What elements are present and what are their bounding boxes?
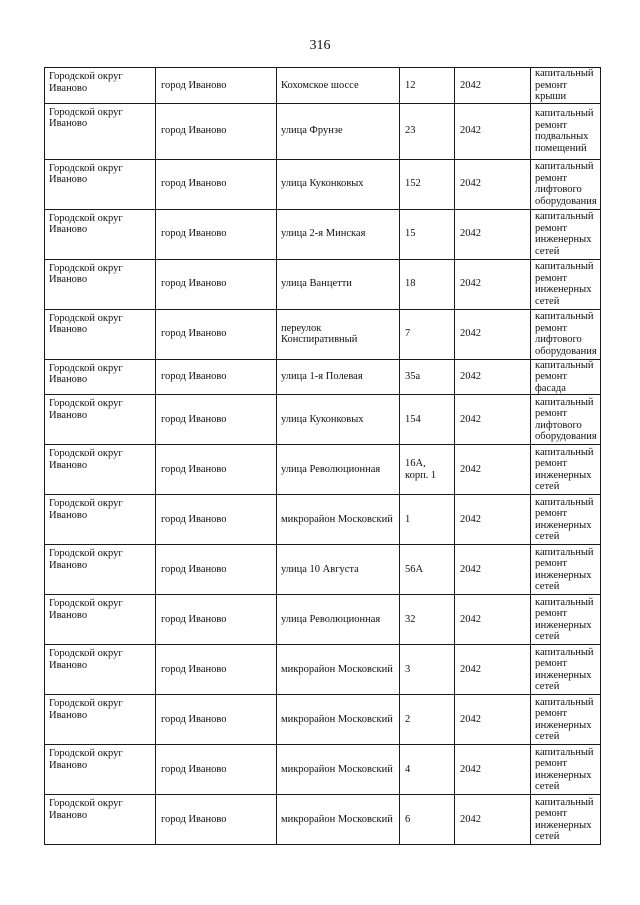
year-cell: 2042 <box>455 745 531 795</box>
house-number-cell: 23 <box>400 103 455 159</box>
settlement-cell: город Иваново <box>156 495 277 545</box>
work-type-cell: капитальный ремонт лифтового оборудования <box>531 159 601 209</box>
table-row <box>45 159 601 209</box>
settlement-cell: город Иваново <box>156 209 277 259</box>
table-row <box>45 103 601 159</box>
municipality-cell: Городской округ Иваново <box>45 159 156 209</box>
settlement-cell: город Иваново <box>156 745 277 795</box>
work-type-cell: капитальный ремонт инженерных сетей <box>531 695 601 745</box>
street-cell: улица 1-я Полевая <box>277 359 400 395</box>
street-cell: улица Ванцетти <box>277 259 400 309</box>
house-number-cell: 12 <box>400 68 455 104</box>
work-type-cell: капитальный ремонт инженерных сетей <box>531 745 601 795</box>
house-number-cell: 7 <box>400 309 455 359</box>
street-cell: улица Куконковых <box>277 395 400 445</box>
settlement-cell: город Иваново <box>156 545 277 595</box>
work-type-cell: капитальный ремонт инженерных сетей <box>531 209 601 259</box>
house-number-cell: 1 <box>400 495 455 545</box>
table-row <box>45 645 601 695</box>
page-number: 316 <box>309 38 331 53</box>
municipality-cell: Городской округ Иваново <box>45 103 156 159</box>
year-cell: 2042 <box>455 595 531 645</box>
municipality-cell: Городской округ Иваново <box>45 259 156 309</box>
table-row <box>45 495 601 545</box>
settlement-cell: город Иваново <box>156 795 277 845</box>
municipality-cell: Городской округ Иваново <box>45 495 156 545</box>
municipality-cell: Городской округ Иваново <box>45 795 156 845</box>
street-cell: улица Куконковых <box>277 159 400 209</box>
work-type-cell: капитальный ремонт инженерных сетей <box>531 645 601 695</box>
street-cell: микрорайон Московский <box>277 495 400 545</box>
year-cell: 2042 <box>455 259 531 309</box>
municipality-cell: Городской округ Иваново <box>45 695 156 745</box>
street-cell: улица 10 Августа <box>277 545 400 595</box>
settlement-cell: город Иваново <box>156 695 277 745</box>
table-row <box>45 309 601 359</box>
street-cell: микрорайон Московский <box>277 795 400 845</box>
house-number-cell: 154 <box>400 395 455 445</box>
work-type-cell: капитальный ремонт инженерных сетей <box>531 445 601 495</box>
work-type-cell: капитальный ремонт лифтового оборудования <box>531 395 601 445</box>
settlement-cell: город Иваново <box>156 259 277 309</box>
work-type-cell: капитальный ремонт инженерных сетей <box>531 259 601 309</box>
house-number-cell: 2 <box>400 695 455 745</box>
year-cell: 2042 <box>455 209 531 259</box>
year-cell: 2042 <box>455 359 531 395</box>
work-type-cell: капитальный ремонт лифтового оборудования <box>531 309 601 359</box>
house-number-cell: 4 <box>400 745 455 795</box>
municipality-cell: Городской округ Иваново <box>45 545 156 595</box>
year-cell: 2042 <box>455 445 531 495</box>
repair-schedule-table <box>44 67 601 845</box>
house-number-cell: 35а <box>400 359 455 395</box>
work-type-cell: капитальный ремонт фасада <box>531 359 601 395</box>
settlement-cell: город Иваново <box>156 309 277 359</box>
settlement-cell: город Иваново <box>156 68 277 104</box>
table-row <box>45 695 601 745</box>
year-cell: 2042 <box>455 159 531 209</box>
house-number-cell: 6 <box>400 795 455 845</box>
table-row <box>45 745 601 795</box>
street-cell: микрорайон Московский <box>277 695 400 745</box>
year-cell: 2042 <box>455 545 531 595</box>
settlement-cell: город Иваново <box>156 445 277 495</box>
work-type-cell: капитальный ремонт инженерных сетей <box>531 545 601 595</box>
settlement-cell: город Иваново <box>156 645 277 695</box>
street-cell: микрорайон Московский <box>277 745 400 795</box>
year-cell: 2042 <box>455 309 531 359</box>
work-type-cell: капитальный ремонт крыши <box>531 68 601 104</box>
house-number-cell: 56А <box>400 545 455 595</box>
street-cell: улица 2-я Минская <box>277 209 400 259</box>
house-number-cell: 15 <box>400 209 455 259</box>
settlement-cell: город Иваново <box>156 359 277 395</box>
municipality-cell: Городской округ Иваново <box>45 595 156 645</box>
settlement-cell: город Иваново <box>156 395 277 445</box>
table-row <box>45 795 601 845</box>
municipality-cell: Городской округ Иваново <box>45 359 156 395</box>
street-cell: улица Революционная <box>277 445 400 495</box>
settlement-cell: город Иваново <box>156 159 277 209</box>
street-cell: улица Революционная <box>277 595 400 645</box>
house-number-cell: 16А, корп. 1 <box>400 445 455 495</box>
work-type-cell: капитальный ремонт инженерных сетей <box>531 495 601 545</box>
year-cell: 2042 <box>455 795 531 845</box>
work-type-cell: капитальный ремонт инженерных сетей <box>531 595 601 645</box>
municipality-cell: Городской округ Иваново <box>45 68 156 104</box>
table-row <box>45 359 601 395</box>
table-row <box>45 68 601 104</box>
settlement-cell: город Иваново <box>156 595 277 645</box>
year-cell: 2042 <box>455 495 531 545</box>
municipality-cell: Городской округ Иваново <box>45 395 156 445</box>
street-cell: микрорайон Московский <box>277 645 400 695</box>
year-cell: 2042 <box>455 103 531 159</box>
house-number-cell: 32 <box>400 595 455 645</box>
work-type-cell: капитальный ремонт подвальных помещений <box>531 103 601 159</box>
street-cell: улица Фрунзе <box>277 103 400 159</box>
year-cell: 2042 <box>455 695 531 745</box>
street-cell: Кохомское шоссе <box>277 68 400 104</box>
house-number-cell: 3 <box>400 645 455 695</box>
year-cell: 2042 <box>455 68 531 104</box>
municipality-cell: Городской округ Иваново <box>45 745 156 795</box>
table-row <box>45 445 601 495</box>
year-cell: 2042 <box>455 645 531 695</box>
table-body <box>45 68 601 845</box>
municipality-cell: Городской округ Иваново <box>45 645 156 695</box>
municipality-cell: Городской округ Иваново <box>45 309 156 359</box>
municipality-cell: Городской округ Иваново <box>45 209 156 259</box>
table-row <box>45 595 601 645</box>
work-type-cell: капитальный ремонт инженерных сетей <box>531 795 601 845</box>
settlement-cell: город Иваново <box>156 103 277 159</box>
year-cell: 2042 <box>455 395 531 445</box>
table-row <box>45 259 601 309</box>
municipality-cell: Городской округ Иваново <box>45 445 156 495</box>
table-row <box>45 209 601 259</box>
street-cell: переулок Конспиративный <box>277 309 400 359</box>
table-row <box>45 545 601 595</box>
table-row <box>45 395 601 445</box>
house-number-cell: 152 <box>400 159 455 209</box>
house-number-cell: 18 <box>400 259 455 309</box>
